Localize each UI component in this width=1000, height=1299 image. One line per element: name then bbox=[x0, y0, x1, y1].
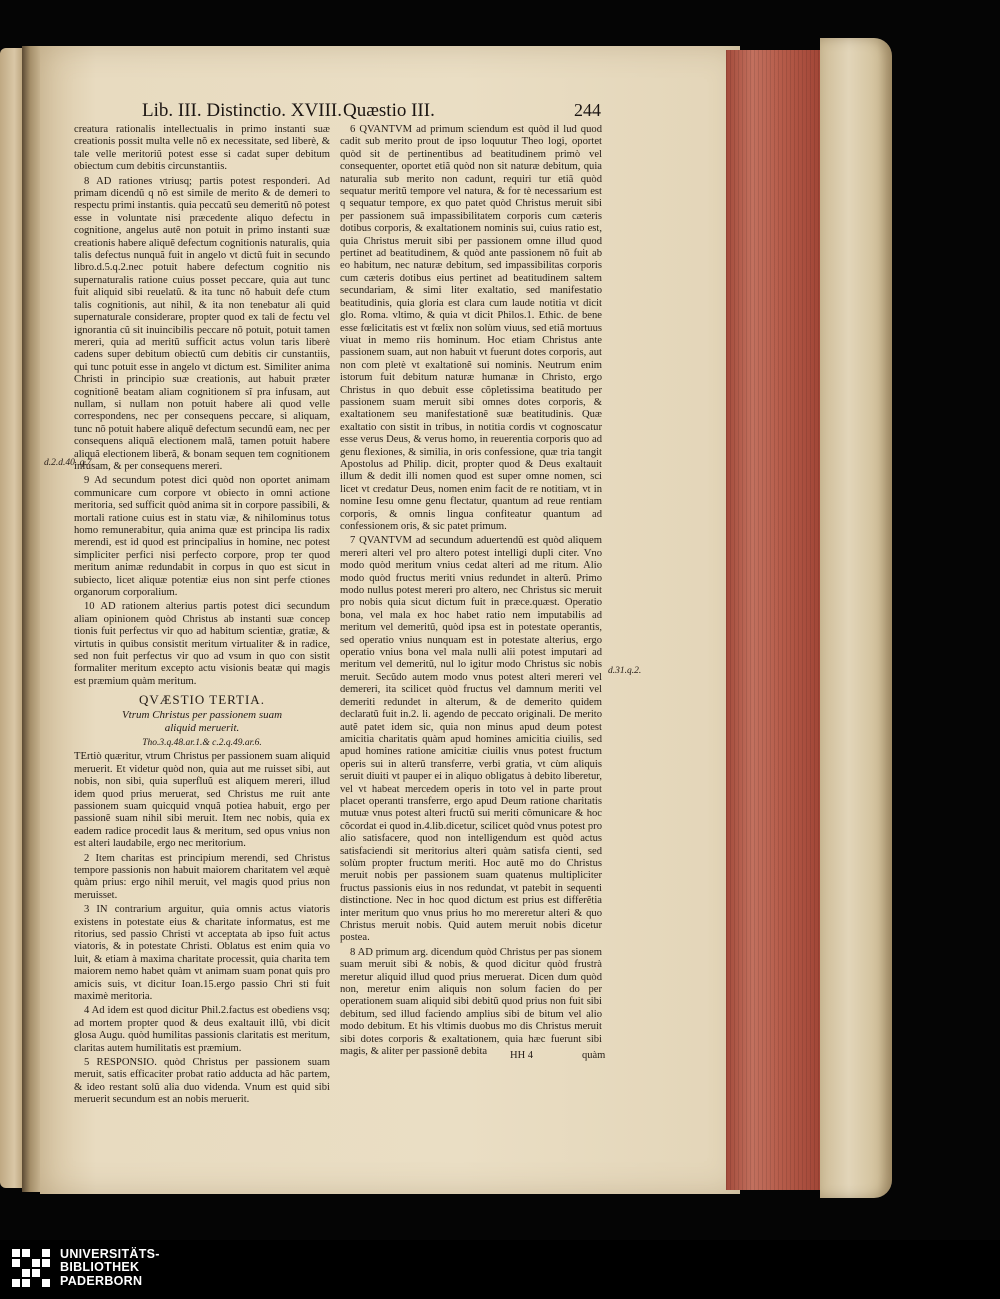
paragraph: 7 QVANTVM ad secundum aduertendũ est quòd aliquem mereri alteri vel pro altero potest intelligi dupli citer. Vno modo quòd meritum vnius cedat alteri ad me ritum. Alio modo quòd fructus meriti vnius redundet in alterũ. Primo modo nullus potest mereri pro altero, nec Christus sic meruit pro nobis quia sicut dictum fuit in præce.quæst. Operatio bona, vel mala ex hoc habet ratio nem imputabilis ad meritum vel demeritũ, quòd ipsa est in potestate operantis, sed operatio vnius nunquam est in potestate alterius, ergo operatio vnius bona vel mala nulli alii potest imputari ad meritum vel demeritũ, nul lo igitur modo Christus sic nobis meruit. Secũdo autem modo vnus potest alteri mereri vel demereri, ita scilicet quòd fructus vel damnum meriti vel demeriti redundet in alterum, & de demerito quidem declaratũ fuit in.2. li. agendo de peccato originali. De merito autẽ patet idem sic, quia non minus apud deum potest amicitia charitatis quàm apud homines amicitia ciuilis, sed apud homines ratione amicitiæ ciuilis vnus potest fructum operis sui in alterũ transferre, verbi gratia, vt cùm aliquis seruit diuiti vt pauper ei in aliquo obligatus à debito liberetur, vel vt habeat mercedem operis in toto vel in parte prout placet operanti transferre, ergo apud Deum ratione charitatis mutuæ vnus potest alteri fructũ sui meriti cõmunicare & hoc cõcordat ei quod in.4.lib.dicetur, scilicet quòd vnus potest pro alio satisfacere, quod non intelligendum est quòd actus satisfaciendi sit meritorius alteri quàm satisfa cienti, sed solùm propter fructum meriti. Hoc autẽ mo do Christus meruit nobis per passionem suam quatenus multipliciter fructus passionis eius in nos redundat, vt patebit in sequenti distinctione. Nec in hoc quod dictum est prius est differẽtia inter meritum quo vnus prius ho mo mereretur alteri & quo Christus meruit nobis. Quid autem meruit nobis dicetur postea. bbox=[340, 535, 602, 944]
question-subtitle-line-1: Vtrum Christus per passionem suam bbox=[121, 709, 283, 722]
previous-page-edge bbox=[0, 48, 24, 1188]
right-text-column bbox=[340, 124, 602, 1060]
margin-note-right: d.31.q.2. bbox=[608, 666, 642, 676]
running-header-left: Lib. III. Distinctio. XVIII. bbox=[142, 100, 342, 121]
question-title: QVÆSTIO TERTIA. bbox=[139, 692, 265, 708]
paragraph: 4 Ad idem est quod dicitur Phil.2.factus est obediens vsq; ad mortem propter quod & deus exaltauit illũ, vbi dicit glosa Augu. quòd humilitas passionis claritatis est meritum, claritas autem humilitatis est præmium. bbox=[74, 1005, 330, 1054]
logo-line-1: UNIVERSITÄTS- bbox=[60, 1246, 160, 1261]
question-subtitle-line-2: aliquid meruerit. bbox=[164, 722, 240, 735]
vellum-cover bbox=[820, 38, 892, 1198]
paragraph: 10 AD rationem alterius partis potest dici secundum aliam opinionem quòd Christus ab instanti suæ concep tionis fuit perfectus vir quo ad habitum scientiæ, gratiæ, & virtutis in quibus consistit meritum virtualiter & in radice, sed non fuit perfectus vir quo ad vsum in quo con sistit formaliter meritum excepto actu visionis beatæ qui magis est præmium quàm meritum. bbox=[74, 601, 330, 687]
library-logo-icon bbox=[12, 1249, 50, 1287]
library-logo-text bbox=[60, 1248, 160, 1289]
paragraph: 8 AD rationes vtriusq; partis potest responderi. Ad primam dicendũ q nõ est simile de merito & de demeri to respectu primi instantis. quia peccatũ seu demeritũ nõ potest esse in voluntate nisi præcedente aliquo defectu in cognitione, angelus autẽ non potuit in primo instanti suæ creationis habere aliquẽ defectum cognitionis naturalis, quia talis defectus nunquã fuit in angelo vt dictũ fuit in secundo libro.d.5.q.2.nec potuit habere defectum cognitio nis supernaturalis ratione cuius posset peccare, quia aut tunc fuit aliquid sibi reuelatũ. & ita tunc nõ habuit defe ctum talis cognitionis, aut nihil, & ita non tenebatur ali quid supernaturale considerare, propter quod ex tali de fectu vel ignorantia cũ sit inuincibilis peccare nõ potuit, potuit tamen mereri, quia ad meritũ sufficit actus volun taris liberè cadens super debitum obiectũ cum debitis cir cunstantiis, qui tunc potuit esse in angelo vt dictum est. Similiter anima Christi in principio suæ creationis, aut habuit præter cognitionẽ beatam aliam cognitionem sĩ pra infusam, aut nullam, si nullam non potuit habere ali quod velle correspondens, nec per consequens peccare, si aliquam, tunc nõ potuit habere aliquẽ defectum secundũ eam, nec per consequens aliquã electionem malã, tamen potuit habere aliquã electionem liberã, & bonam sequen tem cognitionem infusam, & per consequens mereri. bbox=[74, 175, 330, 472]
paragraph: TErtiò quæritur, vtrum Christus per passionem suam aliquid meruerit. Et videtur quòd non, quia aut me ruisset sibi, aut nobis, non sibi, quia superfluũ est aliquem mereri, illud idem quod prius meruerat, sed Christus me ruit ante passionem suam quicquid vnquã potiea habuit, ergo per passionẽ suam nihil sibi meruit. Item nec nobis, quia ex eadem radice procedit laus & meritum, sed opus vnius non est alteri laudabile, ergo nec meritorium. bbox=[74, 751, 330, 850]
paragraph: 2 Item charitas est principium merendi, sed Christus tempore passionis non habuit maiorem charitatem vel æquè quàm prius: ergo nihil meruit, vel magis quod prius non meruisset. bbox=[74, 852, 330, 901]
paragraph: 9 Ad secundum potest dici quòd non oportet animam communicare cum corpore vt obiecto in omni actione meritoria, sed sufficit quòd anima sit in corpore passibili, & mortali ratione cuius est in statu viæ, & nihilominus totus homo remunerabitur, quia anima quæ est principa lis radix merendi, est id quod est principalius in homine, nec potest simpliciter perfici nisi perfecto corpore, prop ter quod meritum animæ redundabit in corpus in quo est sicut in subiecto, licet aliquæ potentiæ eius non sint perfe ctiones organorum corporalium. bbox=[74, 475, 330, 599]
paragraph: creatura rationalis intellectualis in primo instanti suæ creationis possit multa velle nõ ex necessitate, sed liberè, & tale velle meritoriũ potest esse si cadat super debitum obiectum cum debitis circunstantiis. bbox=[74, 124, 330, 173]
folio-number: 244 bbox=[574, 100, 601, 120]
margin-note-left: d.2.d.40. q.7. bbox=[44, 458, 94, 468]
red-page-edges bbox=[726, 50, 832, 1190]
paragraph: 5 RESPONSIO. quòd Christus per passionem suam meruit, satis efficaciter probat ratio adducta ad hãc partem, & ideo restant solũ alia duo videnda. Vnum est quid sibi meruerit secundum est an nobis meruerit. bbox=[74, 1057, 330, 1106]
left-text-column bbox=[74, 124, 330, 1109]
library-logo bbox=[12, 1244, 160, 1292]
catchword: quàm bbox=[582, 1050, 606, 1061]
paragraph: 6 QVANTVM ad primum sciendum est quòd il lud quod cadit sub merito prout de ipso loquutur Theo logi, oportet quòd sit de pertinentibus ad beatitudinem primò vel consequenter, oportet etiã quòd non sit naturæ debitum, quia naturalia sub merito non cadunt, requiri tur etiã quòd sequatur meritũ tempore vel natura, & for tè necessarium est q sequatur tempore, ex quo patet quòd Christus meruit sibi per passionem suã impassibilitatem corporis cum cæteris dotibus corporis, & exaltationem nominis sui, cuius ratio est, quia Christus meruit sibi per passionem omne illud quod pertinet ad beatitudinem, & quòd ante passionem nõ fuit ab eo habitum, nec naturæ debitum, sed impassibilitas corporis cum cæteris dotibus eius pertinet ad beatitudinem saltem secundariam, & simi liter exaltatio, sed manifestatio beatitudinis, quia gloria est clara cum laude notitia vt dicit glo. Roma. vltimo, & quia vt dicit Philos.1. Ethic. de bene esse fœlicitatis est vt fœlix non solùm viuus, sed etiã mortuus viuat in memo riis hominum. Hoc etiam Christus ante passionem suam, aut non habuit vt fuerunt dotes corporis, aut non com pletè vt exaltationẽ sui nominis. Neutrum enim istorum fuit debitum naturæ humanæ in Christo, ergo Christus in quo debuit esse cõpletissima beatitudo per passionem suam meruit sibi omnes dotes corporis, & exaltationem seu manifestationẽ suæ beatitudinis. Quæ exaltatio con sistit in tribus, in notitia cordis vt cognoscatur esse verus Deus, & verus homo, in reuerentia corporis quo ad genu flexiones, & similia, in oris confessione, quæ tria tangit Apostolus ad Philip. dicit, propter quod & Deus exaltauit illum & dedit illi nomen quod est super omne nomen, sci licet vt credatur Deus, nomen enim facit de re notitiam, vt in nomine Iesu omne genu flectatur, quantum ad reue rentiam corporis, & omnis lingua confiteatur quantum ad confessionem oris, & sic patet primum. bbox=[340, 124, 602, 532]
question-reference: Tho.3.q.48.ar.1.& c.2.q.49.ar.6. bbox=[142, 738, 262, 749]
signature-mark: HH 4 bbox=[510, 1050, 534, 1061]
paragraph: 3 IN contrarium arguitur, quia omnis actus viatoris existens in potestate eius & charitate informatus, est me ritorius, sed passio Christi vt acceptata ab ipso fuit actus viatoris, & in potestate Christi. Oblatus est enim quia vo luit, & etiam à maxima charitate processit, quia charita tem maiorem nemo habet quàm vt animam suam ponat quis pro amicis suis, vt dicitur Ioan.15.ergo passio Chri sti fuit maximè meritoria. bbox=[74, 904, 330, 1002]
logo-line-2: BIBLIOTHEK bbox=[60, 1260, 140, 1275]
logo-line-3: PADERBORN bbox=[60, 1273, 143, 1288]
running-header-right: Quæstio III. bbox=[343, 100, 435, 121]
paragraph: 8 AD primum arg. dicendum quòd Christus per pas sionem suam meruit sibi & nobis, & quod dicitur quòd frustrà meretur aliquid illud quod prius meruerat. Dicen dum quòd non, meretur enim aliquis non solum facien do per operationem suam aliquid sibi debitũ quod prius non fuit sibi debitum, sed illud faciendo amplius sibi de bitum vel alio modo debitum. Et his vltimis duobus mo dis Christus meruit sibi dotes corporis & exaltationem, quia hæc fuerunt sibi magis, & aliter per passionẽ debita bbox=[340, 946, 602, 1058]
